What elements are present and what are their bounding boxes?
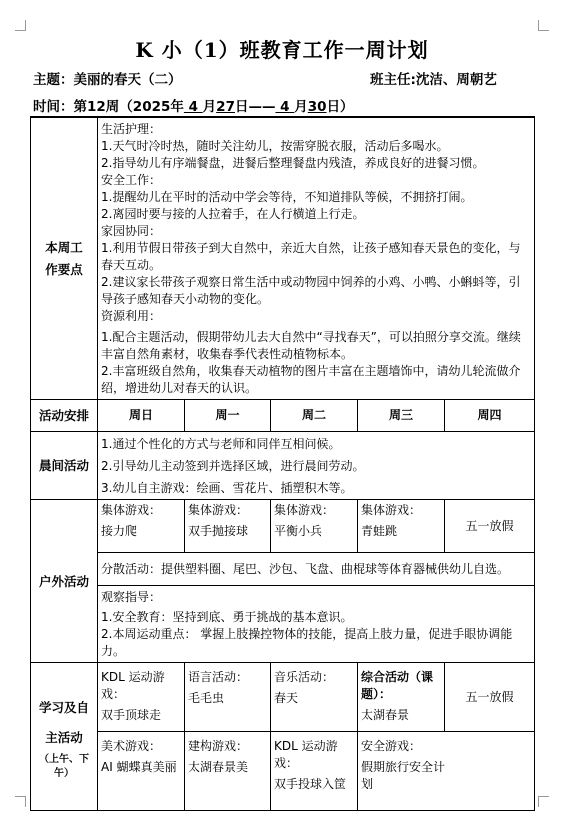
key-points-row — [31, 117, 535, 400]
schedule-label: 活动安排 — [31, 400, 98, 432]
learning-row-2 — [31, 732, 535, 811]
teacher-label: 班主任: — [370, 72, 416, 88]
game-value: 青蛙跳 — [361, 524, 398, 538]
game-name: 集体游戏： — [361, 503, 422, 517]
activity-name: 语言活动： — [188, 670, 249, 684]
outdoor-game-wednesday — [358, 500, 445, 553]
learning-wednesday-1 — [358, 663, 445, 732]
time-label: 时间： — [33, 99, 74, 115]
key-line: 家园协同： — [101, 224, 162, 238]
day-thursday: 周四 — [445, 400, 535, 432]
day-monday: 周一 — [185, 400, 271, 432]
activity-name: KDL 运动游戏： — [274, 739, 338, 770]
page-title: K 小（1）班教育工作一周计划 — [135, 38, 429, 62]
key-line: 生活护理： — [101, 122, 162, 136]
activity-value: 双手投球入筐 — [274, 777, 347, 791]
learning-holiday: 五一放假 — [445, 663, 535, 732]
month-char-1: 月 — [202, 99, 217, 115]
day-tuesday: 周二 — [271, 400, 358, 432]
morning-line: 3.幼儿自主游戏：绘画、雪花片、插塑积木等。 — [101, 481, 353, 495]
learning-sunday-2 — [98, 732, 185, 811]
activity-name: 音乐活动： — [274, 670, 335, 684]
activity-name: KDL 运动游戏： — [101, 670, 165, 701]
learning-monday-2 — [185, 732, 271, 811]
morning-line: 1.通过个性化的方式与老师和同伴互相问候。 — [101, 437, 341, 451]
learning-tuesday-1 — [271, 663, 358, 732]
start-day: 27 — [216, 99, 235, 115]
outdoor-scattered: 分散活动：提供塑料圈、尾巴、沙包、飞盘、曲棍球等体育器械供幼儿自选。 — [98, 553, 535, 586]
activity-value: 假期旅行安全计划 — [361, 760, 446, 791]
theme-value: 美丽的春天（二） — [73, 72, 182, 88]
crop-mark-top-right — [538, 20, 549, 31]
outdoor-game-tuesday — [271, 500, 358, 553]
theme-label: 主题： — [33, 72, 74, 88]
game-value: 平衡小兵 — [274, 524, 323, 538]
time-line — [33, 95, 354, 115]
activity-value: AI 蝴蝶真美丽 — [101, 760, 177, 774]
game-name: 集体游戏： — [274, 503, 335, 517]
key-points-content — [98, 117, 535, 400]
date-dash: —— — [248, 99, 276, 115]
activity-value: 双手顶球走 — [101, 708, 162, 722]
key-points-label-text: 本周工作要点 — [45, 239, 83, 277]
activity-value: 毛毛虫 — [188, 691, 225, 705]
observe-line: 观察指导： — [101, 590, 162, 604]
key-points-label — [31, 117, 98, 400]
key-line: 1.提醒幼儿在平时的活动中学会等待，不知道排队等候，不拥挤打闹。 — [101, 190, 473, 204]
outdoor-game-sunday — [98, 500, 185, 553]
outdoor-scattered-row — [31, 553, 535, 586]
learning-tuesday-2 — [271, 732, 358, 811]
observe-line: 2.本周运动重点： 掌握上肢操控物体的技能，提高上肢力量，促进手眼协调能力。 — [101, 627, 513, 658]
activity-name: 综合活动（课题）： — [361, 670, 434, 701]
key-line: 资源利用： — [101, 309, 162, 323]
learning-sunday-1 — [98, 663, 185, 732]
crop-mark-bottom-right — [538, 796, 549, 807]
end-day: 30 — [307, 99, 327, 115]
end-month: 4 — [275, 99, 295, 115]
activity-name: 建构游戏： — [188, 739, 249, 753]
key-line: 2.离园时要与接的人拉着手，在人行横道上行走。 — [101, 207, 365, 221]
crop-mark-top-left — [15, 20, 26, 31]
date-suffix: 日） — [326, 99, 354, 115]
teacher-line — [370, 68, 497, 88]
theme-line — [33, 68, 182, 88]
morning-content — [98, 432, 535, 500]
morning-row — [31, 432, 535, 500]
key-line: 2.丰富班级自然角，收集春天动植物的图片丰富在主题墙饰中，请幼儿轮流做介绍，增进幼儿对春天的认识。 — [101, 364, 521, 395]
teacher-value: 沈洁、周朝艺 — [415, 72, 497, 88]
activity-value: 太湖春景 — [361, 708, 410, 722]
key-line: 1.天气时冷时热，随时关注幼儿，按需穿脱衣服，活动后多喝水。 — [101, 139, 449, 153]
schedule-row — [31, 400, 535, 432]
key-line: 2.建议家长带孩子观察日常生活中或动物园中饲养的小鸡、小鸭、小蝌蚪等，引导孩子感知春天小动物的变化。 — [101, 275, 521, 306]
morning-line: 2.引导幼儿主动签到并选择区域，进行晨间劳动。 — [101, 459, 365, 473]
activity-name: 美术游戏： — [101, 739, 162, 753]
start-month: 4 — [183, 99, 203, 115]
learning-row-1 — [31, 663, 535, 732]
month-char-2: 月 — [294, 99, 308, 115]
learning-wednesday-2 — [358, 732, 535, 811]
outdoor-holiday: 五一放假 — [445, 500, 535, 553]
outdoor-game-monday — [185, 500, 271, 553]
activity-name: 安全游戏： — [361, 739, 422, 753]
date-prefix: （2025年 — [119, 99, 184, 115]
outdoor-observe-row — [31, 586, 535, 663]
outdoor-label: 户外活动 — [31, 500, 98, 663]
weekly-plan-table — [30, 116, 535, 811]
observe-line: 1.安全教育：坚持到底、勇于挑战的基本意识。 — [101, 610, 353, 624]
week-value: 第12周 — [73, 99, 120, 115]
crop-mark-bottom-left — [15, 796, 26, 807]
game-name: 集体游戏： — [101, 503, 162, 517]
key-line: 2.指导幼儿有序端餐盘，进餐后整理餐盘内残渣，养成良好的进餐习惯。 — [101, 156, 485, 170]
learning-label — [31, 663, 98, 811]
day-char-1: 日 — [234, 99, 249, 115]
learning-label-text: 学习及自主活动 — [38, 699, 89, 745]
game-value: 接力爬 — [101, 524, 138, 538]
key-line: 安全工作： — [101, 173, 162, 187]
day-sunday: 周日 — [98, 400, 185, 432]
outdoor-games-row — [31, 500, 535, 553]
morning-label: 晨间活动 — [31, 432, 98, 500]
outdoor-observe — [98, 586, 535, 663]
key-line: 1.利用节假日带孩子到大自然中，亲近大自然，让孩子感知春天景色的变化，与春天互动。 — [101, 241, 521, 272]
learning-monday-1 — [185, 663, 271, 732]
day-wednesday: 周三 — [358, 400, 445, 432]
activity-value: 春天 — [274, 691, 299, 705]
key-line: 1.配合主题活动，假期带幼儿去大自然中“寻找春天”，可以拍照分享交流。继续丰富自然角素材，收集春季代表性动植物标本。 — [101, 330, 521, 361]
activity-value: 太湖春景美 — [188, 760, 249, 774]
game-name: 集体游戏： — [188, 503, 249, 517]
learning-label-sub: （上午、下午） — [39, 753, 89, 779]
game-value: 双手抛接球 — [188, 524, 249, 538]
